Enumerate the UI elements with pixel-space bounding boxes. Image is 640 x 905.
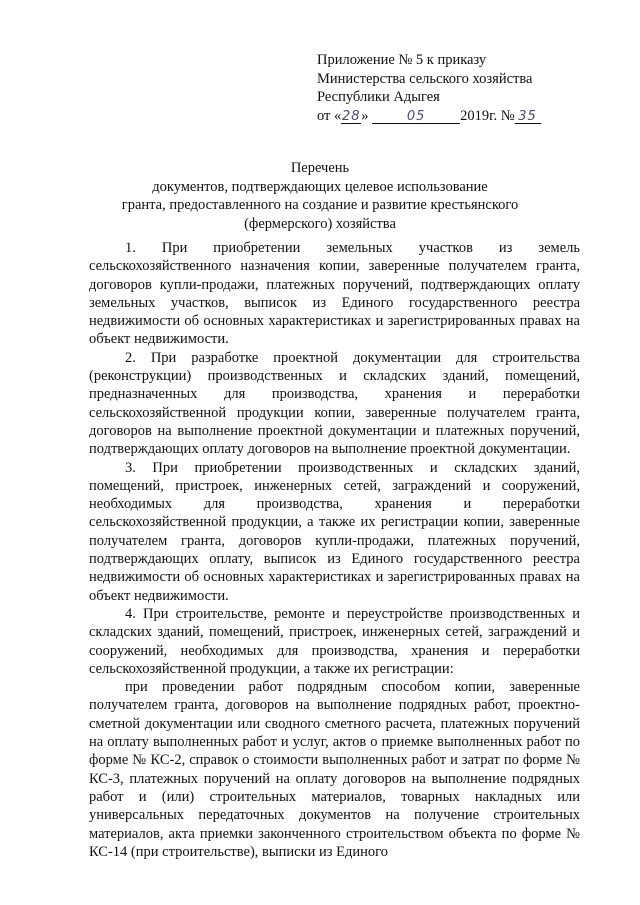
approval-block bbox=[317, 51, 617, 125]
date-day-handwritten: 28 bbox=[342, 108, 361, 124]
approval-line-1: Приложение № 5 к приказу bbox=[317, 52, 487, 68]
paragraph-4: 4. При строительстве, ремонте и переустройстве производственных и складских зданий, помещений, пристроек, инженерных сетей, заграждений и сооружений, необходимых для производства, хранения и переработки сельскохозяйственной продукции, а также их регистрации: bbox=[89, 605, 580, 677]
document-body bbox=[89, 239, 580, 861]
paragraph-1: 1. При приобретении земельных участков из земель сельскохозяйственного назначения копии, заверенные получателем гранта, договоров купли-продажи, платежных поручений, подтверждающих оплату земельных участков, выписок из Единого государственного реестра недвижимости об основных характеристиках и зарегистрированных правах на объект недвижимости. bbox=[89, 240, 580, 348]
paragraph-3: 3. При приобретении производственных и складских зданий, помещений, пристроек, инженерных сетей, заграждений и сооружений, необходимых для производства, хранения и переработки сельскохозяйственной продукции, а также их регистрации копии, заверенные получателем гранта, договоров купли-продажи, платежных поручений, подтверждающих оплату, выписок из Единого государственного реестра недвижимости об основных характеристиках и зарегистрированных правах на объект недвижимости. bbox=[89, 459, 580, 604]
document-heading bbox=[100, 159, 540, 233]
approval-date-line bbox=[317, 107, 617, 126]
heading-line-3: гранта, предоставленного на создание и развитие крестьянского bbox=[121, 197, 519, 213]
heading-line-4: (фермерского) хозяйства bbox=[244, 215, 396, 232]
paragraph-2: 2. При разработке проектной документации для строительства (реконструкции) производственных и складских зданий, помещений, предназначенных для производства, хранения и переработки сельскохозяйственной продукции копии, заверенные получателем гранта, договоров на выполнение проектной документации и платежных поручений, подтверждающих оплату договоров на выполнение проектной документации. bbox=[89, 349, 580, 458]
date-year: 2019г. № bbox=[460, 107, 515, 124]
heading-line-2: документов, подтверждающих целевое использование bbox=[152, 178, 488, 195]
approval-line-3: Республики Адыгея bbox=[317, 89, 440, 105]
date-month-handwritten: 05 bbox=[372, 110, 460, 124]
date-prefix: от « bbox=[317, 107, 342, 124]
paragraph-5: при проведении работ подрядным способом копии, заверенные получателем гранта, договоров на выполнение подрядных работ, проектно-сметной документации или сводного сметного расчета, платежных поручений на оплату выполненных работ и услуг, актов о приемке выполненных работ по форме № КС-2, справок о стоимости выполненных работ и затрат по форме № КС-3, платежных поручений на оплату договоров на выполнение подрядных работ и (или) строительных материалов, товарных накладных или универсальных передаточных документов на получение строительных материалов, акта приемки законченного строительством объекта по форме № КС-14 (при строительстве), выписки из Единого bbox=[89, 679, 580, 860]
order-number-handwritten: 35 bbox=[515, 110, 541, 124]
date-mid: » bbox=[361, 107, 369, 124]
approval-line-2: Министерства сельского хозяйства bbox=[317, 70, 533, 87]
heading-title: Перечень bbox=[290, 160, 350, 176]
